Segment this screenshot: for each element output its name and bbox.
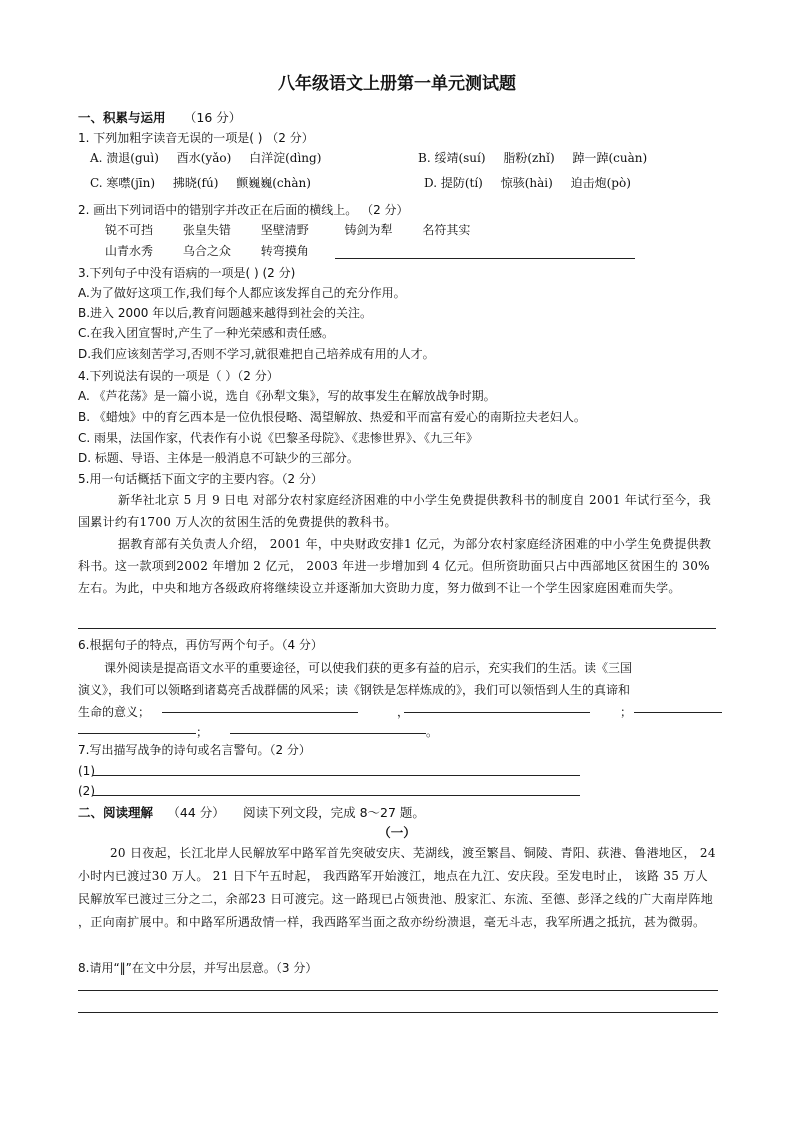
q4-option-b: B. 《蜡烛》中的育乞西本是一位仇恨侵略、渴望解放、热爱和平而富有爱心的南斯拉夫老妇人。 — [78, 410, 586, 424]
q4-stem: 4.下列说法有误的一项是（ ）（2 分） — [78, 369, 279, 383]
q3-stem: 3.下列句子中没有语病的一项是( ) (2 分) — [78, 266, 296, 280]
q8-stem: 8.请用“‖”在文中分层，并写出层意。（3 分） — [78, 961, 318, 975]
q2-stem: 2. 画出下列词语中的错别字并改正在后面的横线上。 （2 分） — [78, 203, 409, 217]
q6-text-line3: 生命的意义； — [78, 705, 151, 719]
q7-stem: 7.写出描写战争的诗句或名言警句。（2 分） — [78, 743, 311, 757]
q3-option-d: D.我们应该刻苦学习,否则不学习,就很难把自己培养成有用的人才。 — [78, 347, 435, 361]
q1-option-b — [418, 150, 653, 166]
q2-word: 锐不可挡 — [105, 223, 154, 237]
passage-1-text: 20 日夜起，长江北岸人民解放军中路军首先突破安庆、芜湖线，渡至繁昌、铜陵、青阳、荻港、鲁港地区， 24 小时内已渡过30 万人。 21 日下午五时起， 我西路军开始渡江，地点在九江、安庆段。至发电时止， 该路 35 万人民解放军已渡过三分之二，余部23 日可渡完。这一路现已占领贵池、殷家汇、东流、至德、彭泽之线的广大南岸阵地 ，正向南扩展中。和中路军所遇敌情一样，我西路军当面之敌亦纷纷溃退，毫无斗志，我军所遇之抵抗，甚为微弱。 — [78, 846, 716, 929]
q1-option-c — [90, 175, 317, 191]
q3-option-c: C.在我入团宣誓时,产生了一种光荣感和责任感。 — [78, 326, 335, 340]
section-1-heading — [78, 110, 241, 126]
q1-a-2: 酉水(yǎo) — [176, 151, 232, 165]
passage-1-label: （一） — [378, 825, 416, 840]
q3-option-a: A.为了做好这项工作,我们每个人都应该发挥自己的充分作用。 — [78, 286, 406, 300]
q5-passage-p2: 据教育部有关负责人介绍， 2001 年，中央财政安排1 亿元，为部分农村家庭经济困难的中小学生免费提供教科书。这一款项到2002 年增加 2 亿元， 2003 年进一步增加到 4 亿元。但所资助面只占中西部地区贫困生的 30%左右。为此，中央和地方各级政府将继续设立并逐渐加大资助力度，努力做到不让一个学生因家庭困难而失学。 — [78, 537, 712, 595]
q1-a-3: 白洋淀(dìng) — [249, 151, 322, 165]
q6-blank-3[interactable] — [634, 712, 722, 713]
section-2-heading — [78, 805, 425, 821]
q2-word: 坚壁清野 — [260, 223, 309, 237]
q2-words-row2 — [105, 243, 335, 259]
q6-text-line2: 演义》，我们可以领略到诸葛亮舌战群儒的风采；读《钢铁是怎样炼成的》，我们可以领悟到人生的真谛和 — [78, 683, 631, 697]
q1-d-2: 惊骇(hài) — [500, 176, 553, 190]
q6-blank-1[interactable] — [162, 712, 358, 713]
q6-blank-4[interactable] — [78, 733, 196, 734]
q7-label-1: (1) — [78, 764, 95, 778]
q8-answer-line-1[interactable] — [78, 990, 718, 991]
q4-option-d: D. 标题、导语、主体是一般消息不可缺少的三部分。 — [78, 451, 359, 465]
q1-d-1: D. 提防(tí) — [424, 176, 483, 190]
q1-b-3: 踔一踔(cuàn) — [572, 151, 648, 165]
q2-word: 乌合之众 — [182, 244, 231, 258]
q6-blank-2[interactable] — [404, 712, 590, 713]
q1-c-1: C. 寒噤(jīn) — [90, 176, 156, 190]
q6-semicolon-2: ； — [196, 725, 209, 739]
q1-c-3: 颤巍巍(chàn) — [236, 176, 311, 190]
q1-option-d — [424, 175, 637, 191]
q2-answer-line[interactable] — [335, 258, 635, 259]
page-title: 八年级语文上册第一单元测试题 — [278, 74, 516, 94]
q2-word: 张皇失错 — [182, 223, 231, 237]
q5-passage-p1: 新华社北京 5 月 9 日电 对部分农村家庭经济困难的中小学生免费提供教科书的制度自 2001 年试行至今，我国累计约有1700 万人次的贫困生活的免费提供的教科书。 — [78, 493, 712, 529]
q6-stem: 6.根据句子的特点，再仿写两个句子。（4 分） — [78, 638, 323, 652]
q1-b-1: B. 绥靖(suí) — [418, 151, 486, 165]
q6-text-line1: 课外阅读是提高语文水平的重要途径，可以使我们获的更多有益的启示，充实我们的生活。读《三国 — [104, 661, 633, 675]
q5-answer-line[interactable] — [78, 628, 716, 629]
q1-d-3: 迫击炮(pò) — [570, 176, 631, 190]
section-2-score: （44 分） — [167, 805, 225, 820]
q2-word: 山青水秀 — [105, 244, 154, 258]
q1-a-1: A. 溃退(guì) — [90, 151, 159, 165]
section-2-title: 二、阅读理解 — [78, 805, 154, 820]
q6-period: 。 — [426, 725, 439, 739]
q6-comma: ， — [397, 705, 410, 719]
q2-word: 铸剑为犁 — [344, 223, 393, 237]
q2-word: 转弯摸角 — [260, 244, 309, 258]
q8-answer-line-2[interactable] — [78, 1012, 718, 1013]
q4-option-a: A. 《芦花荡》是一篇小说，选自《孙犁文集》，写的故事发生在解放战争时期。 — [78, 389, 496, 403]
q1-option-a — [90, 150, 327, 166]
section-2-intro: 阅读下列文段，完成 8～27 题。 — [243, 805, 425, 820]
q1-b-2: 脂粉(zhǐ) — [503, 151, 555, 165]
q5-stem: 5.用一句话概括下面文字的主要内容。（2 分） — [78, 472, 323, 486]
q7-label-2: (2) — [78, 784, 95, 798]
q6-semicolon: ； — [620, 705, 633, 719]
section-1-title: 一、积累与运用 — [78, 110, 166, 125]
q3-option-b: B.进入 2000 年以后,教育问题越来越得到社会的关注。 — [78, 306, 373, 320]
q1-c-2: 拂晓(fú) — [172, 176, 219, 190]
q2-word: 名符其实 — [422, 223, 471, 237]
q7-answer-line-1[interactable] — [92, 775, 580, 776]
section-1-score: （16 分） — [183, 110, 242, 125]
q7-answer-line-2[interactable] — [92, 795, 580, 796]
q2-words-row1 — [105, 222, 496, 238]
q6-blank-5[interactable] — [230, 733, 426, 734]
q1-stem: 1. 下列加粗字读音无误的一项是( ) （2 分） — [78, 131, 314, 145]
q4-option-c: C. 雨果，法国作家，代表作有小说《巴黎圣母院》、《悲惨世界》、《九三年》 — [78, 431, 479, 445]
